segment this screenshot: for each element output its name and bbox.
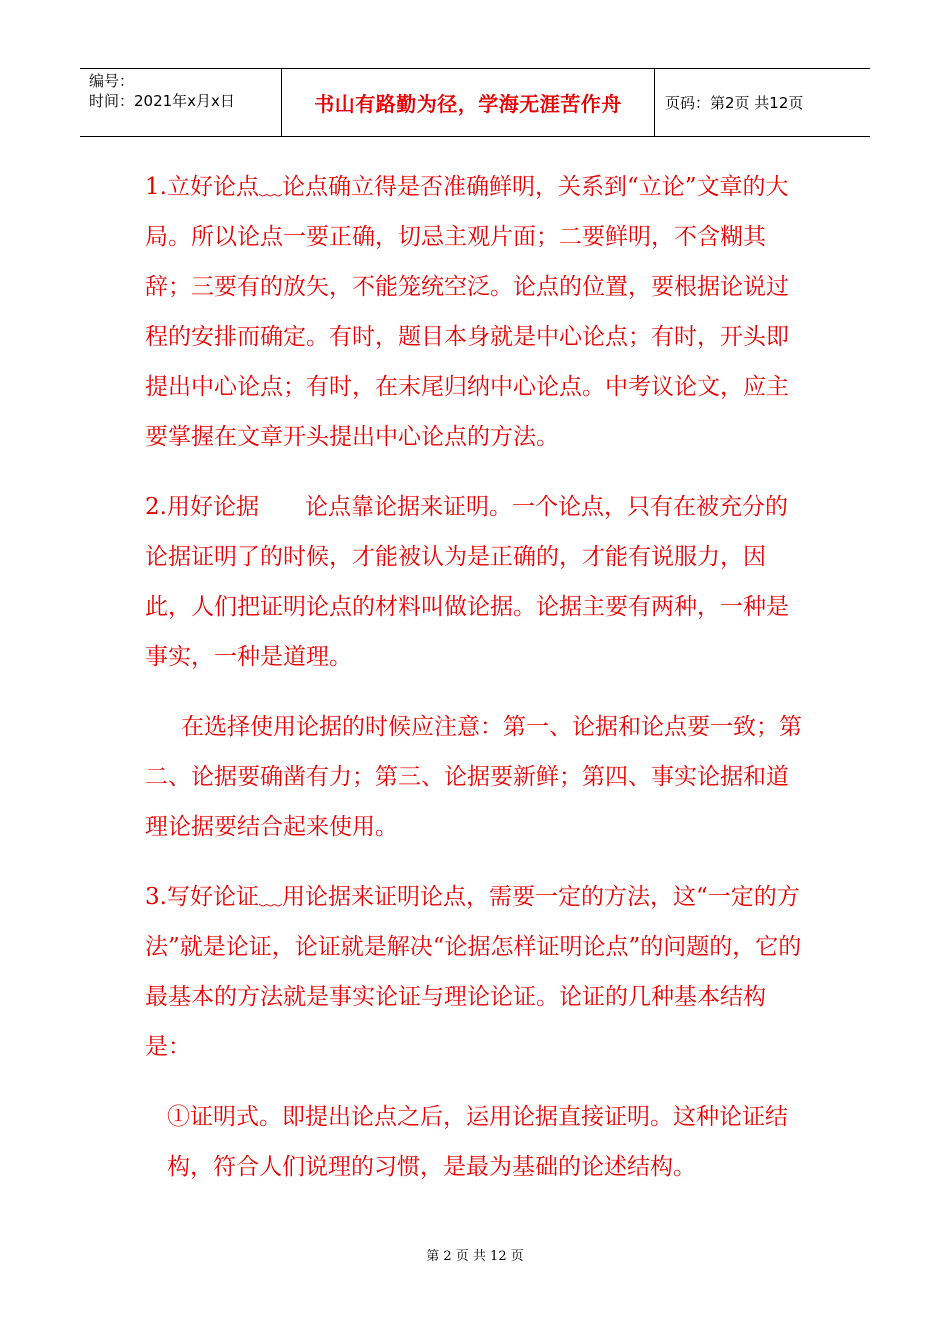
paragraph-evidence: 2.用好论据 论点靠论据来证明。一个论点，只有在被充分的论据证明了的时候，才能被认为是正确的，才能有说服力，因此，人们把证明论点的材料叫做论据。论据主要有两种，一种是事实，一种是道理。: [145, 494, 789, 670]
header-motto: 书山有路勤为径，学海无涯苦作舟: [282, 69, 655, 136]
paragraph-argumentation: 3.写好论证﹏用论据来证明论点，需要一定的方法，这“一定的方法”就是论证，论证就是解决“论据怎样证明论点”的问题的，它的最基本的方法就是事实论证与理论论证。论证的几种基本结构是：: [145, 884, 802, 1060]
page-footer: 第 2 页 共 12 页: [426, 1249, 524, 1264]
page-header: [80, 68, 870, 137]
paragraph-argument-point: 1.立好论点﹏论点确立得是否准确鲜明，关系到“立论”文章的大局。所以论点一要正确，切忌主观片面；二要鲜明，不含糊其辞；三要有的放矢，不能笼统空泛。论点的位置，要根据论说过程的安排而确定。有时，题目本身就是中心论点；有时，开头即提出中心论点；有时，在末尾归纳中心论点。中考议论文，应主要掌握在文章开头提出中心论点的方法。: [145, 174, 789, 450]
header-meta: [80, 69, 282, 136]
header-page-info: 页码：第2页 共12页: [665, 94, 804, 112]
time-label: 时间：2021年x月x日: [89, 92, 235, 110]
document-body: [145, 162, 810, 1212]
number-label: 编号：: [89, 72, 135, 90]
paragraph-evidence-notes: 在选择使用论据的时候应注意：第一、论据和论点要一致；第二、论据要确凿有力；第三、论据要新鲜；第四、事实论据和道理论据要结合起来使用。: [145, 714, 802, 840]
paragraph-proof-structure: ①证明式。即提出论点之后，运用论据直接证明。这种论证结构，符合人们说理的习惯，是最为基础的论述结构。: [167, 1104, 788, 1180]
